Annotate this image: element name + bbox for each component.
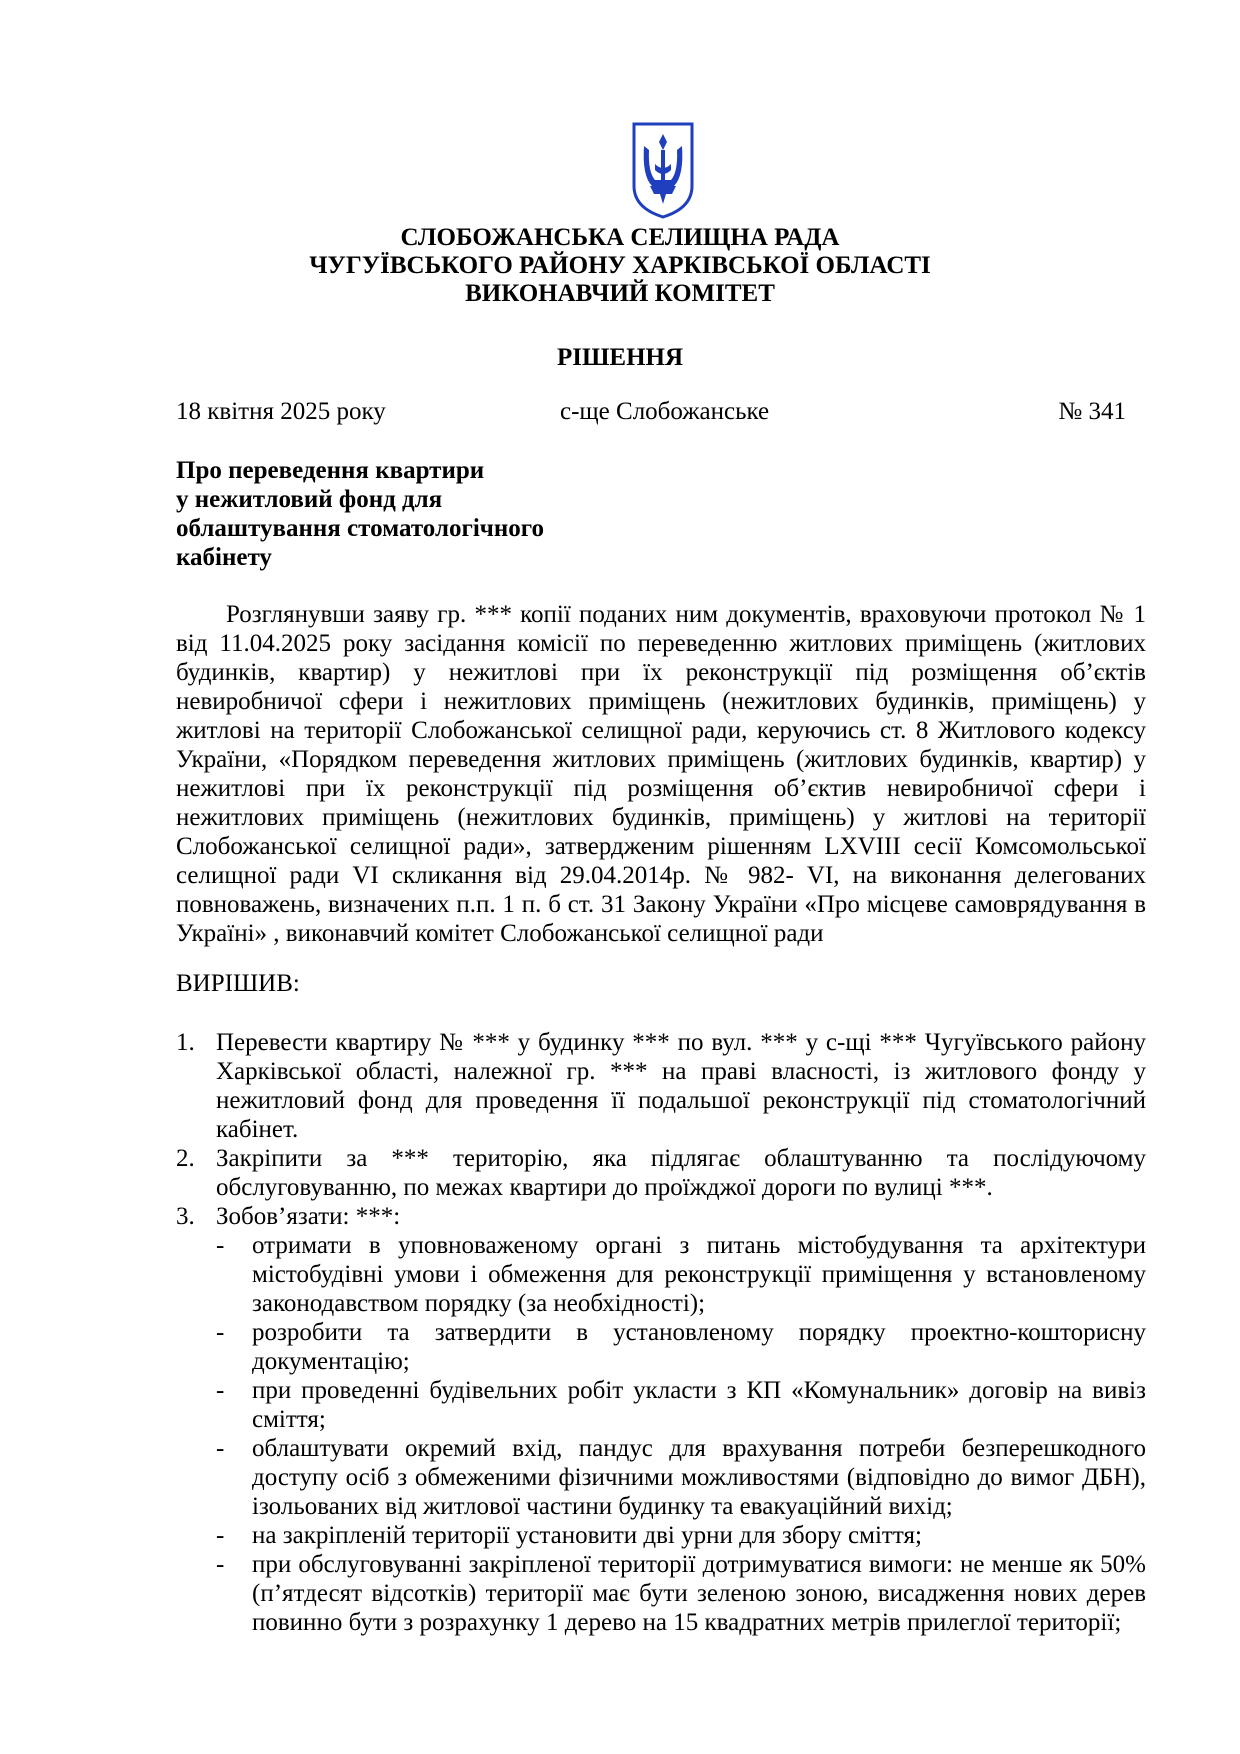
- dash-marker: -: [216, 1319, 225, 1346]
- decision-title: РІШЕННЯ: [556, 344, 684, 371]
- decision-subject: [176, 456, 616, 572]
- subject-line: кабінету: [176, 544, 272, 571]
- header-line-committee: ВИКОНАВЧИЙ КОМІТЕТ: [465, 280, 775, 307]
- decision-place: с-ще Слобожанське: [560, 398, 770, 425]
- dash-marker: -: [216, 1232, 225, 1259]
- header-line-district: ЧУГУЇВСЬКОГО РАЙОНУ ХАРКІВСЬКОЇ ОБЛАСТІ: [309, 252, 931, 279]
- obligation-text: при проведенні будівельних робіт укласти з КП «Комунальник» договір на вивіз сміття;: [252, 1377, 1146, 1433]
- obligation-text: на закріпленій території установити дві урни для збору сміття;: [252, 1522, 922, 1549]
- coat-of-arms-trident-icon: [630, 120, 696, 220]
- obligations-list: [176, 1231, 1146, 1637]
- resolution-item: [176, 1202, 1146, 1231]
- dash-marker: -: [216, 1522, 225, 1549]
- item-text: Зобов’язати: ***:: [216, 1203, 401, 1230]
- item-number: 1.: [176, 1029, 195, 1056]
- obligation-item: [176, 1550, 1146, 1637]
- resolution-item: [176, 1028, 1146, 1144]
- obligation-item: [176, 1434, 1146, 1521]
- obligation-text: при обслуговуванні закріпленої території дотримуватися вимоги: не менше як 50% (п’ятдесят відсотків) території має бути зеленою зоною, висадження нових дерев повинно бути з розрахунку 1 дерево на 15 квадратних метрів прилеглої території;: [252, 1551, 1146, 1636]
- subject-line: облаштування стоматологічного: [176, 515, 545, 542]
- obligation-text: отримати в уповноваженому органі з питань містобудування та архітектури містобудівні умови і обмеження для реконструкції приміщення у встановленому законодавством порядку (за необхідності);: [252, 1232, 1146, 1317]
- subject-line: Про переведення квартири: [176, 457, 485, 484]
- item-text: Закріпити за *** територію, яка підлягає облаштуванню та послідуючому обслуговуванню, по межах квартири до проїжджої дороги по вулиці ***.: [216, 1145, 1146, 1201]
- obligation-text: розробити та затвердити в установленому порядку проектно-кошторисну документацію;: [252, 1319, 1146, 1375]
- dash-marker: -: [216, 1435, 225, 1462]
- decision-number: № 341: [1058, 398, 1126, 425]
- organization-header: [0, 224, 1240, 308]
- header-line-council: СЛОБОЖАНСЬКА СЕЛИЩНА РАДА: [400, 224, 840, 251]
- obligation-item: [176, 1231, 1146, 1318]
- item-number: 2.: [176, 1145, 195, 1172]
- resolution-item: [176, 1144, 1146, 1202]
- dash-marker: -: [216, 1551, 225, 1578]
- resolved-label: ВИРІШИВ:: [176, 970, 300, 997]
- resolution-items: [176, 1028, 1146, 1637]
- item-number: 3.: [176, 1203, 195, 1230]
- obligation-item: [176, 1521, 1146, 1550]
- obligation-text: облаштувати окремий вхід, пандус для врахування потреби безперешкодного доступу осіб з обмеженими фізичними можливостями (відповідно до вимог ДБН), ізольованих від житлової частини будинку та евакуаційний вихід;: [252, 1435, 1146, 1520]
- subject-line: у нежитловий фонд для: [176, 486, 443, 513]
- obligation-item: [176, 1318, 1146, 1376]
- decision-date: 18 квітня 2025 року: [176, 398, 386, 425]
- preamble-paragraph: Розглянувши заяву гр. *** копії поданих ним документів, враховуючи протокол № 1 від 11.04.2025 року засідання комісії по переведенню житлових приміщень (житлових будинків, квартир) у нежитлові при їх реконструкції під розміщення об’єктів невиробничої сфери і нежитлових приміщень (нежитлових будинків, приміщень) у житлові на території Слобожанської селищної ради, керуючись ст. 8 Житлового кодексу України, «Порядком переведення житлових приміщень (житлових будинків, квартир) у нежитлові при їх реконструкції під розміщення об’єктив невиробничої сфери і нежитлових приміщень (нежитлових будинків, приміщень) у житлові на території Слобожанської селищної ради», затвердженим рішенням LXVIII сесії Комсомольської селищної ради VI скликання від 29.04.2014р. № 982- VI, на виконання делегованих повноважень, визначених п.п. 1 п. б ст. 31 Закону України «Про місцеве самоврядування в Україні» , виконавчий комітет Слобожанської селищної ради: [176, 601, 1146, 947]
- obligation-item: [176, 1376, 1146, 1434]
- item-text: Перевести квартиру № *** у будинку *** по вул. *** у с-щі *** Чугуївського району Харківської області, належної гр. *** на праві власності, із житлового фонду у нежитловий фонд для проведення її подальшої реконструкції під стоматологічний кабінет.: [216, 1029, 1146, 1143]
- decision-meta: [176, 398, 1126, 428]
- dash-marker: -: [216, 1377, 225, 1404]
